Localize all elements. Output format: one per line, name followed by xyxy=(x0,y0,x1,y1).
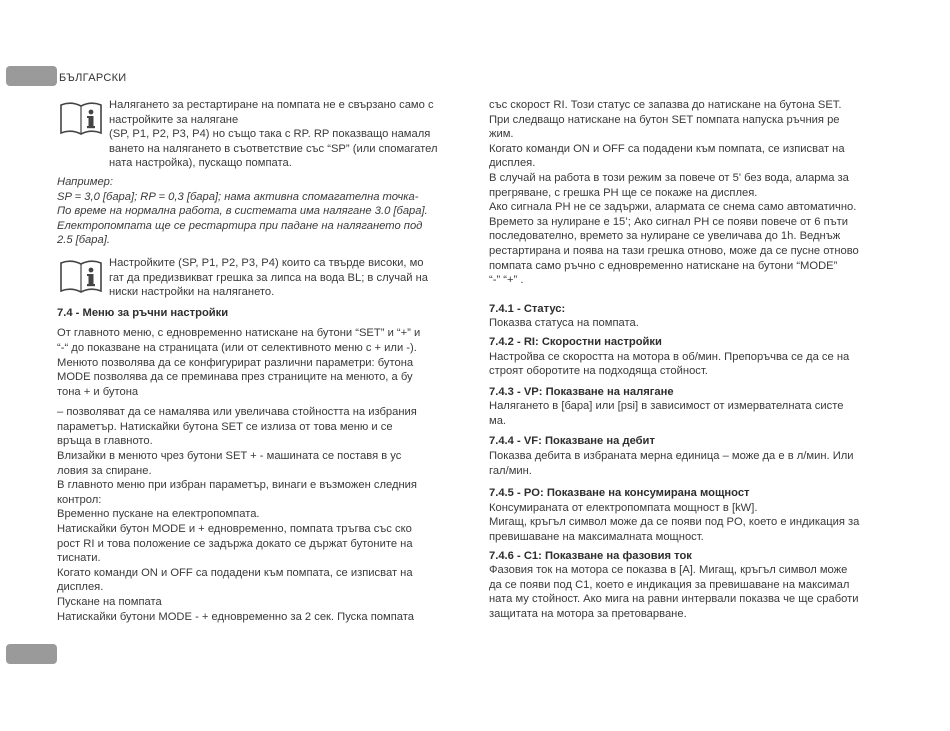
subsection-text xyxy=(489,399,894,428)
text-line: Настройва се скоростта на мотора в об/мин. Препоръчва се да се на xyxy=(489,350,850,363)
text-line: Влизайки в менюто чрез бутони SET + - машината се поставя в ус xyxy=(57,450,402,463)
subsection-heading: 7.4.5 - PO: Показване на консумирана мощност xyxy=(489,487,750,500)
text-line: В главното меню при избран параметър, винаги е възможен следния xyxy=(57,479,417,492)
text-line: Налягането за рестартиране на помпата не е свързано само с xyxy=(109,99,434,111)
book-info-icon xyxy=(59,100,103,136)
text-line: рестартирана и поява на тази грешка отново, може да се пусне отново xyxy=(489,244,859,257)
subsection-heading: 7.4.4 - VF: Показване на дебит xyxy=(489,435,655,448)
text-line: Когато команди ON и OFF са подадени към помпата, се изписват на xyxy=(489,142,845,155)
note-text xyxy=(109,256,462,300)
subsection-text xyxy=(489,316,894,331)
paragraph xyxy=(57,405,462,624)
text-line: да се появи под C1, което е индикация за превишаване на максимал xyxy=(489,578,850,591)
text-line: “-“ до показване на страницата (или от селективното меню с + или -). xyxy=(57,341,417,354)
example-block xyxy=(57,175,462,248)
text-line: Ако сигнала PH не се задържи, алармата се снема само автоматично. xyxy=(489,201,857,214)
text-line: Показва дебита в избраната мерна единица – може да е в л/мин. Или xyxy=(489,450,854,463)
text-line: със скорост RI. Този статус се запазва до натискане на бутона SET. xyxy=(489,99,842,111)
text-line: От главното меню, с едновременно натискане на бутони “SET” и “+” и xyxy=(57,327,421,340)
note-text xyxy=(109,98,462,171)
section-heading: 7.4 - Меню за ръчни настройки xyxy=(57,306,229,319)
text-line: гат да предизвикват грешка за липса на вода BL; в случай на xyxy=(109,271,429,284)
text-line: тона + и бутона xyxy=(57,385,139,398)
subsection-text xyxy=(489,449,894,478)
text-line: Когато команди ON и OFF са подадени към помпата, се изписват на xyxy=(57,566,413,579)
text-line: Например: xyxy=(57,175,113,188)
text-line: Менюто позволява да се конфигурират различни параметри: бутона xyxy=(57,356,414,369)
subsection-text xyxy=(489,350,894,379)
text-line: Консумираната от електропомпата мощност в [kW]. xyxy=(489,501,758,514)
text-line: гал/мин. xyxy=(489,464,532,477)
text-line: 2.5 [бара]. xyxy=(57,234,110,247)
text-line: ната му стойност. Ако мига на равни интервали показва че ще сработи xyxy=(489,593,859,606)
text-line: – позволяват да се намалява или увеличава стойността на избрания xyxy=(57,406,417,419)
info-note-settings xyxy=(57,256,462,300)
text-line: (SP, P1, P2, P3, P4) но също така с RP. RP показващо намаля xyxy=(109,128,431,141)
subsection-heading: 7.4.2 - RI: Скоростни настройки xyxy=(489,335,662,348)
text-line: Временно пускане на електропомпата. xyxy=(57,508,260,521)
paragraph xyxy=(57,326,462,399)
text-line: Мигащ, кръгъл символ може да се появи под PO, което е индикация за xyxy=(489,516,860,529)
text-line: В случай на работа в този режим за повече от 5' без вода, аларма за xyxy=(489,171,849,184)
language-label: БЪЛГАРСКИ xyxy=(59,72,127,84)
text-line: контрол: xyxy=(57,493,102,506)
text-line: SP = 3,0 [бара]; RP = 0,3 [бара]; нама активна спомагателна точка- xyxy=(57,190,419,203)
text-line: настройките за налягане xyxy=(109,113,239,126)
text-line: Натискайки бутони MODE - + едновременно за 2 сек. Пуска помпата xyxy=(57,610,414,623)
book-info-icon xyxy=(59,258,103,294)
text-line: ването на налягането в съответствие със “SP” (или спомагател xyxy=(109,142,438,155)
text-line: При следващо натискане на бутон SET помпата напуска ръчния ре xyxy=(489,113,840,126)
text-line: “-” “+” . xyxy=(489,274,524,287)
text-line: рост RI и това положение се задържа докато се държат бутоните на xyxy=(57,537,413,550)
subsection-heading: 7.4.3 - VP: Показване на налягане xyxy=(489,385,674,398)
text-line: Пускане на помпата xyxy=(57,596,162,608)
subsection-heading: 7.4.6 - C1: Показване на фазовия ток xyxy=(489,549,692,562)
text-line: прегряване, с грешка PH ще се покаже на дисплея. xyxy=(489,186,758,199)
text-line: тиснати. xyxy=(57,552,101,565)
text-line: Времето за нулиране е 15’; Ако сигнал PH се появи повече от 6 пъти xyxy=(489,215,849,228)
text-line: ловия за спиране. xyxy=(57,464,152,477)
text-line: превишаване на максималната мощност. xyxy=(489,531,704,544)
text-line: ма. xyxy=(489,414,507,427)
text-line: Настройките (SP, P1, P2, P3, P4) които са твърде високи, мо xyxy=(109,256,424,269)
text-line: дисплея. xyxy=(57,581,104,594)
text-line: MODE позволява да се преминава през страниците на менюто, а бу xyxy=(57,371,413,384)
paragraph xyxy=(489,98,894,288)
text-line: Електропомпата ще се рестартира при падане на налягането под xyxy=(57,219,423,232)
text-line: По време на нормална работа, в системата има налягане 3.0 [бара]. xyxy=(57,205,428,218)
text-line: връща в главното. xyxy=(57,435,153,448)
text-line: Фазовия ток на мотора се показва в [A]. Мигащ, кръгъл символ може xyxy=(489,564,848,577)
text-line: защитата на мотора за претоварване. xyxy=(489,608,687,620)
text-line: жим. xyxy=(489,128,514,141)
text-line: Показва статуса на помпата. xyxy=(489,317,639,330)
text-line: параметър. Натискайки бутона SET се излиза от това меню и се xyxy=(57,420,393,433)
left-column xyxy=(57,98,462,624)
text-line: последователно, времето за нулиране се увеличава до 1h. Веднъж xyxy=(489,230,841,243)
text-line: ната настройка), пускащо помпата. xyxy=(109,157,292,170)
subsection-heading: 7.4.1 - Статус: xyxy=(489,302,566,315)
text-line: строят оборотите на подходяща стойност. xyxy=(489,365,708,378)
chapter-tab xyxy=(6,66,57,86)
text-line: помпата само ръчно с едновременно натискане на бутони “MODE” xyxy=(489,259,838,272)
right-column xyxy=(489,98,894,622)
text-line: дисплея. xyxy=(489,157,536,170)
subsection-text xyxy=(489,501,894,545)
footer-tab xyxy=(6,644,57,664)
info-note-restart xyxy=(57,98,462,171)
text-line: Натискайки бутон MODE и + едновременно, помпата тръгва със ско xyxy=(57,523,412,536)
text-line: ниски настройки на налягането. xyxy=(109,286,275,299)
text-line: Налягането в [бара] или [psi] в зависимост от измервателната систе xyxy=(489,400,844,413)
subsection-text xyxy=(489,563,894,621)
